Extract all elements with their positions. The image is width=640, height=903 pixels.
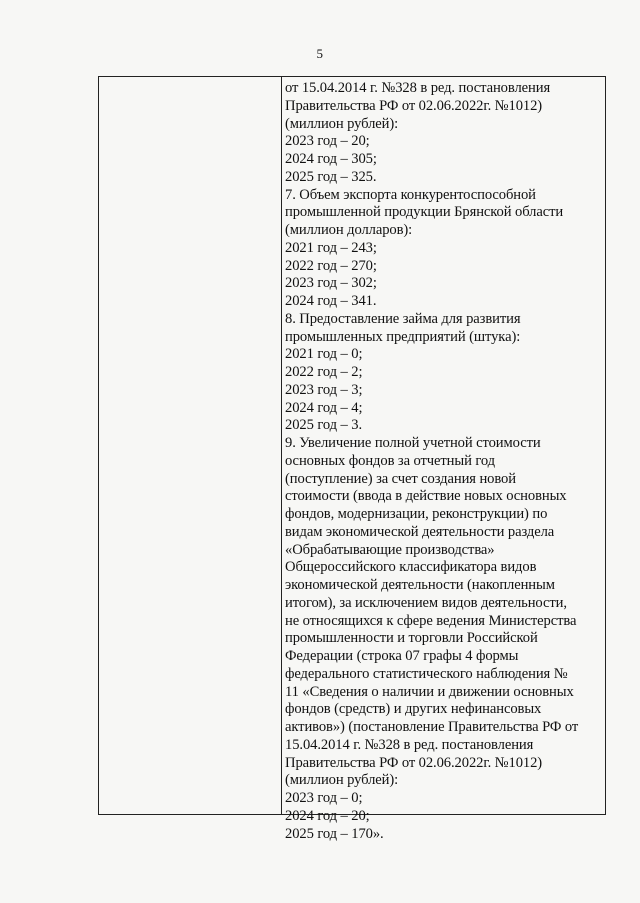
text-line: 8. Предоставление займа для развития bbox=[285, 310, 521, 327]
table-right-cell bbox=[282, 77, 605, 842]
text-line: итогом), за исключением видов деятельности, bbox=[285, 594, 567, 611]
text-line: 7. Объем экспорта конкурентоспособной bbox=[285, 186, 536, 203]
text-line: Правительства РФ от 02.06.2022г. №1012) bbox=[285, 754, 543, 771]
text-line: 2021 год – 243; bbox=[285, 239, 377, 256]
text-line: федерального статистического наблюдения № bbox=[285, 665, 568, 682]
text-line: видам экономической деятельности раздела bbox=[285, 523, 555, 540]
text-line: (миллион рублей): bbox=[285, 772, 399, 789]
text-line: стоимости (ввода в действие новых основных bbox=[285, 488, 567, 505]
text-line: 15.04.2014 г. №328 в ред. постановления bbox=[285, 736, 534, 753]
text-line: 2024 год – 305; bbox=[285, 151, 377, 167]
text-line: (миллион рублей): bbox=[285, 115, 399, 132]
text-line: 2023 год – 0; bbox=[285, 790, 363, 806]
text-line: не относящихся к сфере ведения Министерства bbox=[285, 612, 577, 629]
text-line: фондов (средств) и других нефинансовых bbox=[285, 701, 542, 718]
text-line: экономической деятельности (накопленным bbox=[285, 577, 555, 593]
text-line: (миллион долларов): bbox=[285, 222, 413, 238]
text-line: 2023 год – 302; bbox=[285, 275, 377, 292]
text-line: 2025 год – 325. bbox=[285, 168, 377, 185]
text-line: (поступление) за счет создания новой bbox=[285, 470, 516, 487]
text-line: активов») (постановление Правительства РФ от bbox=[285, 719, 579, 735]
text-line: 2024 год – 4; bbox=[285, 399, 363, 416]
text-line: 2024 год – 341. bbox=[285, 293, 377, 309]
text-line: от 15.04.2014 г. №328 в ред. постановления bbox=[285, 80, 551, 96]
text-line: «Обрабатывающие производства» bbox=[285, 541, 495, 558]
text-line: 2023 год – 3; bbox=[285, 381, 363, 398]
text-line: 2024 год – 20; bbox=[285, 807, 370, 824]
page-number: 5 bbox=[316, 46, 324, 61]
document-table bbox=[98, 76, 606, 842]
text-line: Правительства РФ от 02.06.2022г. №1012) bbox=[285, 97, 543, 114]
text-line: 2025 год – 3. bbox=[285, 417, 362, 434]
text-line: промышленных предприятий (штука): bbox=[285, 328, 521, 345]
text-line: основных фондов за отчетный год bbox=[285, 452, 495, 469]
text-line: 2023 год – 20; bbox=[285, 133, 370, 150]
text-line: 11 «Сведения о наличии и движении основных bbox=[285, 683, 574, 700]
text-line: 2022 год – 2; bbox=[285, 364, 363, 380]
text-line: Федерации (строка 07 графы 4 формы bbox=[285, 648, 519, 664]
text-line: 9. Увеличение полной учетной стоимости bbox=[285, 435, 541, 451]
text-line: Общероссийского классификатора видов bbox=[285, 559, 537, 576]
text-line: 2022 год – 270; bbox=[285, 257, 377, 274]
text-line: 2021 год – 0; bbox=[285, 346, 363, 363]
table-left-cell bbox=[99, 77, 282, 814]
text-line: промышленности и торговли Российской bbox=[285, 630, 538, 647]
text-line: промышленной продукции Брянской области bbox=[285, 204, 564, 221]
text-line: фондов, модернизации, реконструкции) по bbox=[285, 506, 548, 522]
text-line: 2025 год – 170». bbox=[285, 825, 384, 842]
